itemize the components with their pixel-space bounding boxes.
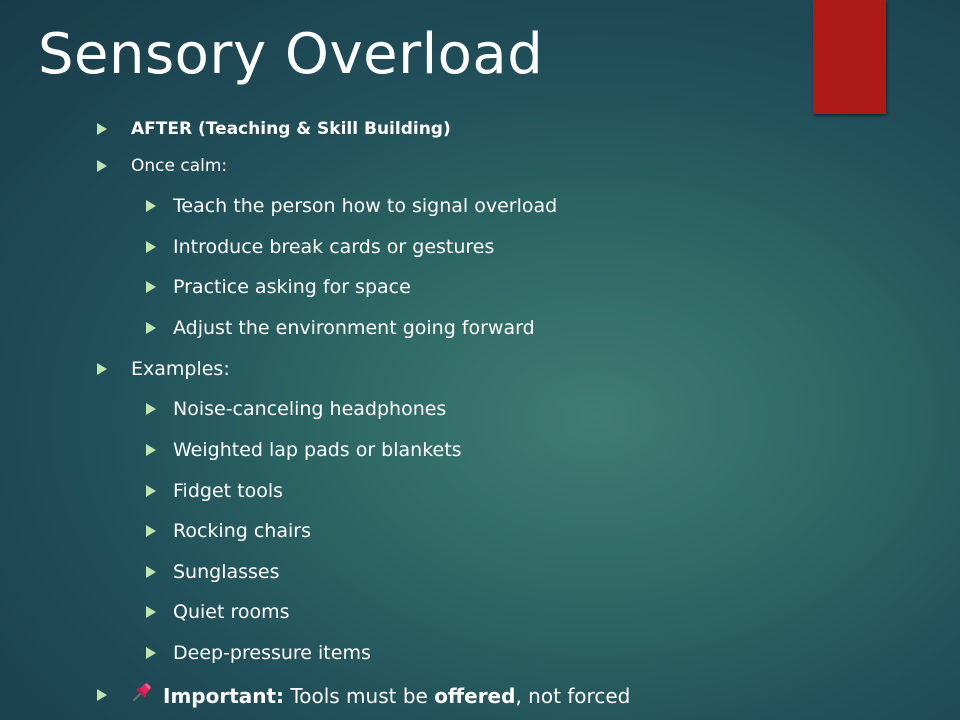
bullet-text: Introduce break cards or gestures [173, 236, 495, 258]
bullet-arrow-icon [97, 123, 107, 135]
sub-bullet-item [146, 398, 446, 420]
bullet-text: Teach the person how to signal overload [173, 195, 558, 217]
bullet-text: AFTER (Teaching & Skill Building) [131, 119, 451, 139]
bullet-text: Sunglasses [173, 561, 280, 583]
bullet-text: Rocking chairs [173, 520, 311, 542]
bullet-text: Adjust the environment going forward [173, 317, 535, 339]
important-emphasis: offered [434, 684, 516, 708]
bullet-arrow-icon [146, 403, 156, 415]
bullet-text: Weighted lap pads or blankets [173, 439, 462, 461]
bullet-text: Practice asking for space [173, 276, 411, 298]
bullet-text: Quiet rooms [173, 601, 290, 623]
sub-bullet-item [146, 642, 371, 664]
bullet-arrow-icon [146, 241, 156, 253]
bullet-text: Noise-canceling headphones [173, 398, 447, 420]
important-part1: Tools must be [290, 684, 428, 708]
sub-bullet-item [146, 520, 311, 542]
important-part2: , not forced [515, 684, 631, 708]
sub-bullet-item [146, 561, 280, 583]
bullet-item [97, 156, 227, 176]
bullet-item [97, 119, 451, 139]
sub-bullet-item [146, 601, 290, 623]
important-label: Important: [163, 684, 285, 708]
bullet-arrow-icon [146, 200, 156, 212]
bullet-arrow-icon [146, 525, 156, 537]
bullet-item [97, 358, 230, 380]
slide-title: Sensory Overload [38, 22, 544, 87]
important-note [97, 681, 630, 708]
bullet-text: Once calm: [131, 156, 228, 176]
bullet-text: Fidget tools [173, 480, 284, 502]
bullet-arrow-icon [97, 160, 107, 172]
sub-bullet-item [146, 195, 557, 217]
pushpin-icon [131, 681, 153, 703]
sub-bullet-item [146, 480, 283, 502]
important-text [131, 681, 630, 708]
sub-bullet-item [146, 276, 411, 298]
bullet-arrow-icon [146, 322, 156, 334]
sub-bullet-item [146, 236, 494, 258]
bullet-text: Deep-pressure items [173, 642, 371, 664]
bullet-text: Examples: [131, 358, 230, 380]
bullet-arrow-icon [146, 485, 156, 497]
sub-bullet-item [146, 439, 462, 461]
bullet-arrow-icon [146, 444, 156, 456]
bullet-arrow-icon [97, 363, 107, 375]
bullet-arrow-icon [146, 606, 156, 618]
bullet-arrow-icon [146, 647, 156, 659]
sub-bullet-item [146, 317, 535, 339]
bullet-arrow-icon [97, 689, 107, 701]
bullet-arrow-icon [146, 281, 156, 293]
bullet-arrow-icon [146, 566, 156, 578]
